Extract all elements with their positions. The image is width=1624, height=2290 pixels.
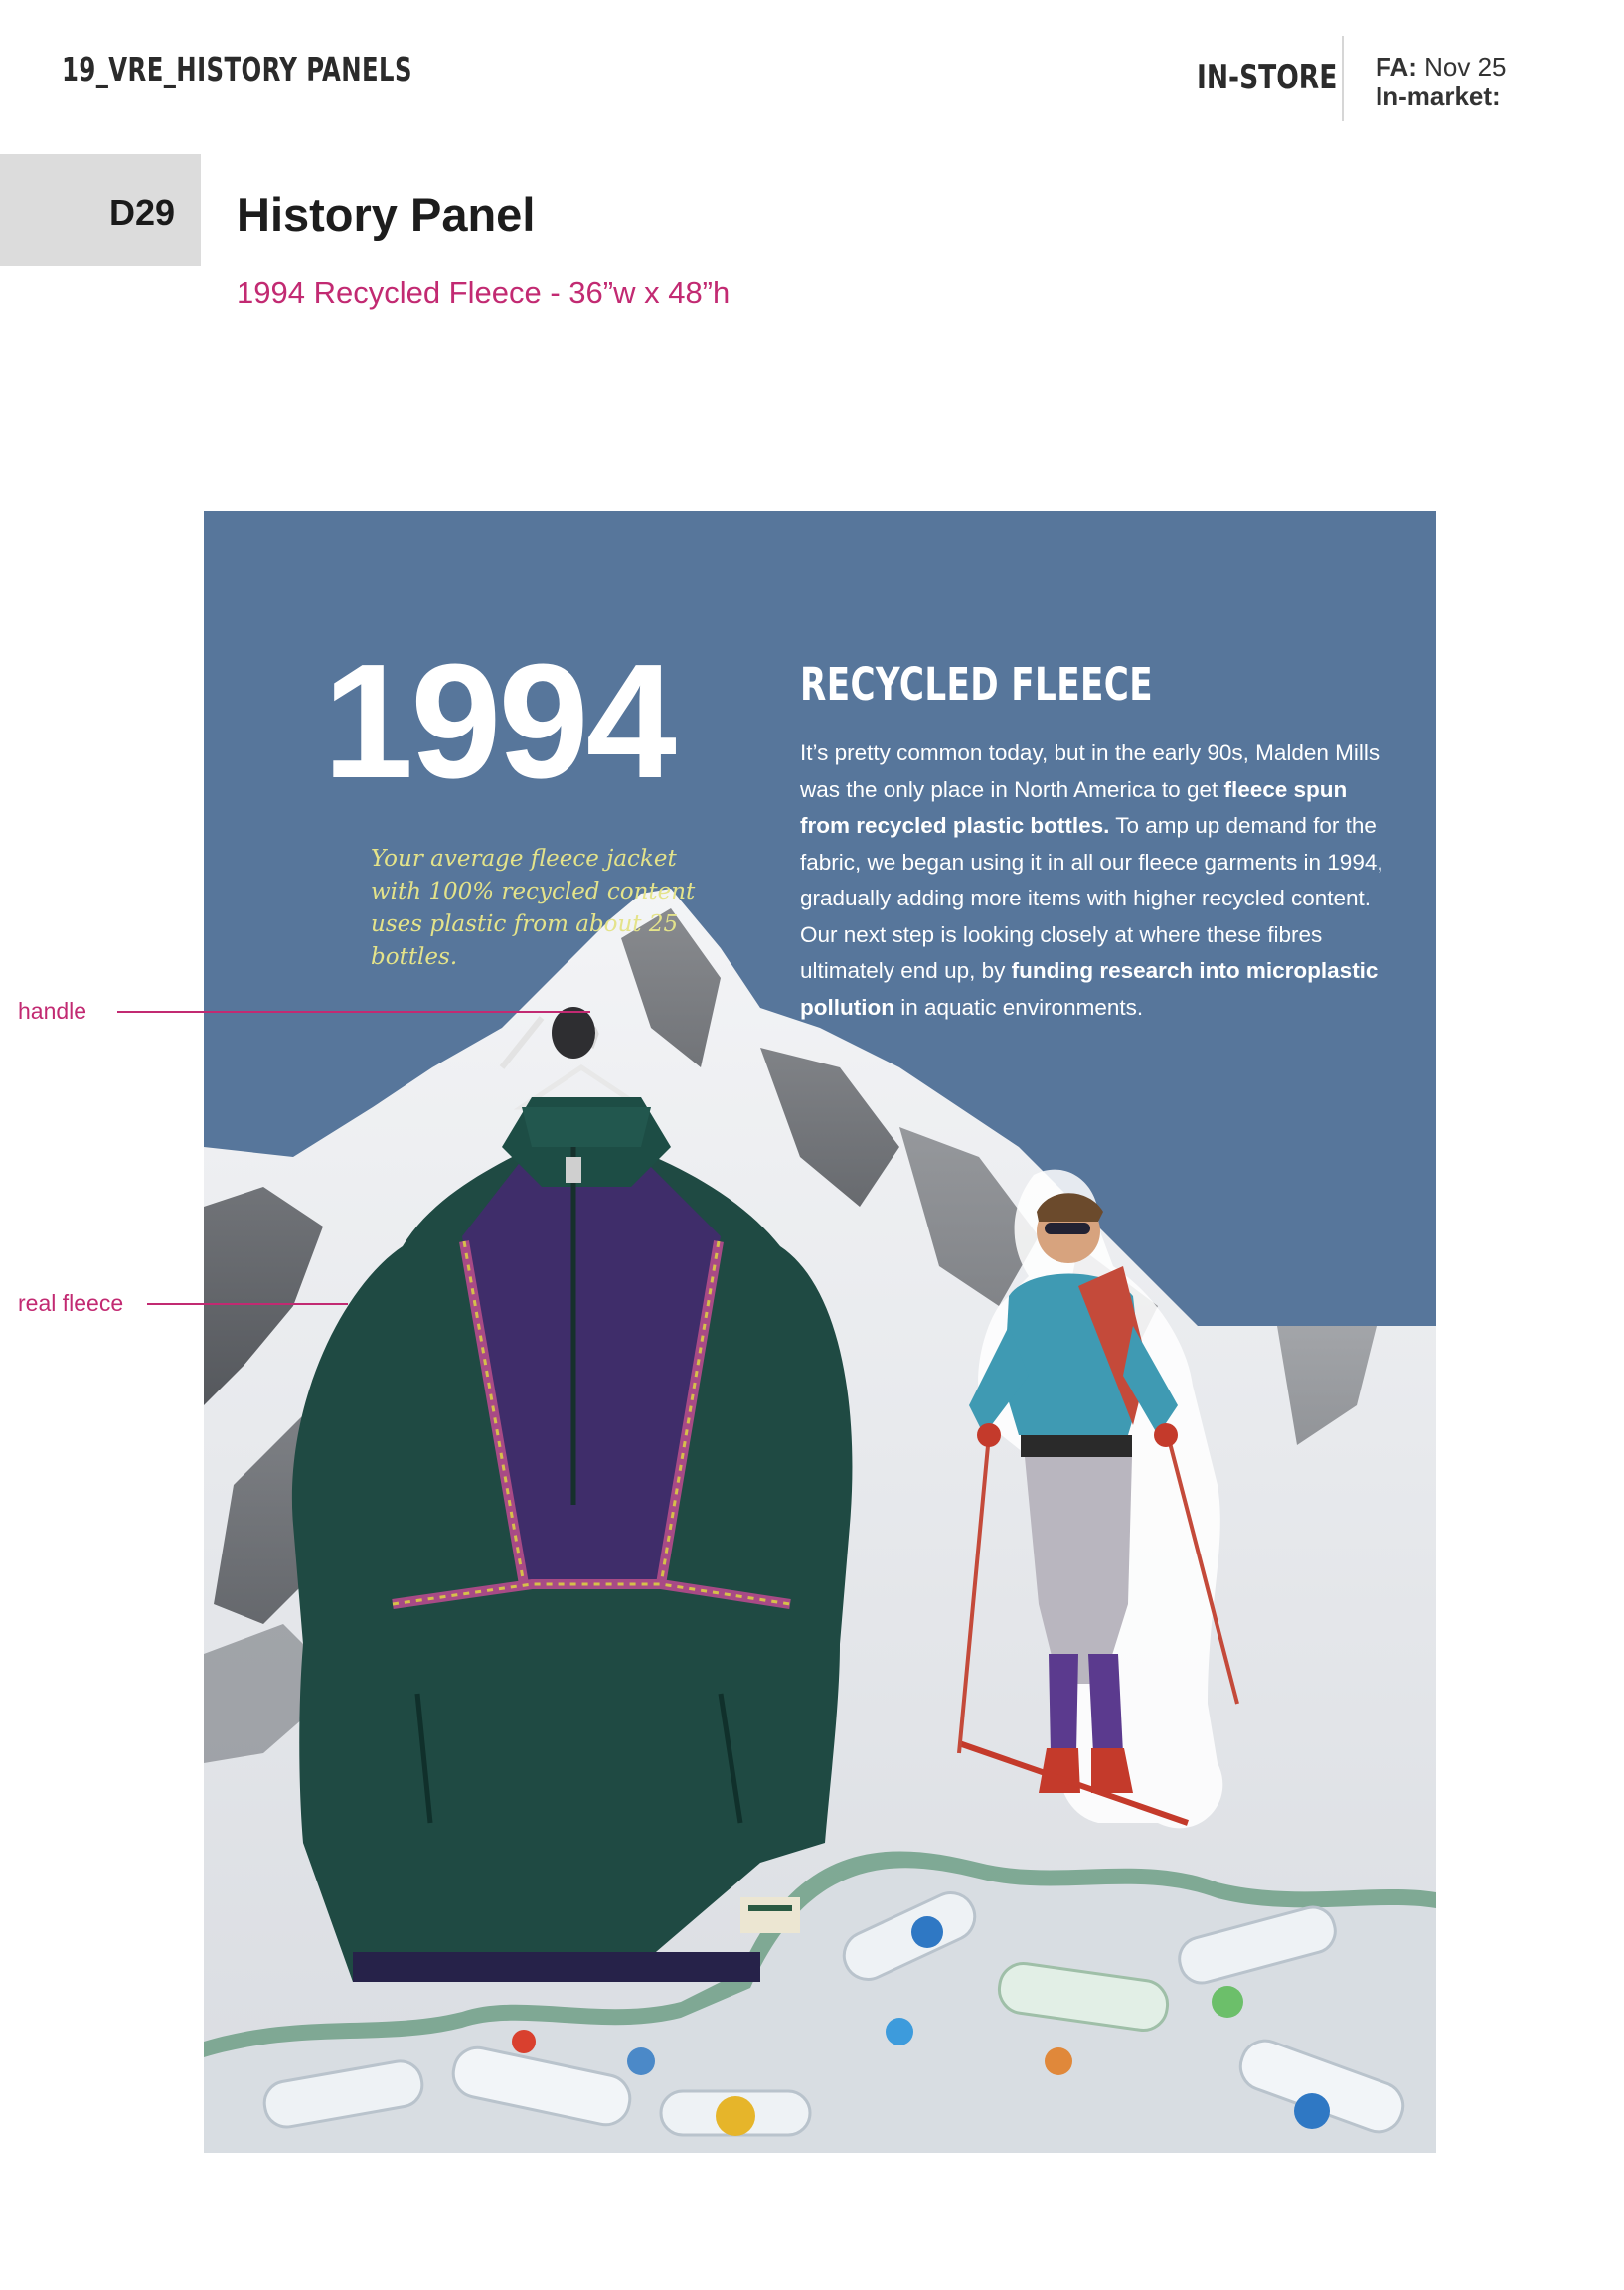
body-bold-2: funding research into microplastic pollution — [800, 958, 1379, 1020]
section-id-box — [0, 154, 201, 266]
panel-heading: RECYCLED FLEECE — [800, 658, 1153, 711]
panel-body-text — [800, 736, 1386, 1026]
annotation-real-fleece-line — [147, 1303, 348, 1305]
annotation-handle-label: handle — [18, 998, 87, 1024]
in-market-label: In-market: — [1376, 82, 1501, 111]
panel-year: 1994 — [323, 630, 674, 812]
body-text-1: It’s pretty common today, but in the early 90s, Malden Mills was the only place in North America to get — [800, 740, 1380, 802]
document-code: 19_VRE_HISTORY PANELS — [62, 50, 412, 88]
history-panel — [204, 511, 1436, 2153]
annotation-handle-line — [117, 1011, 590, 1013]
fa-label: FA: — [1376, 52, 1417, 82]
section-id: D29 — [108, 192, 175, 233]
handwritten-note: Your average fleece jacket with 100% recycled content uses plastic from about 25 bottles. — [371, 846, 696, 970]
header-divider — [1342, 36, 1344, 121]
body-bold-1: fleece spun from recycled plastic bottles. — [800, 776, 1348, 838]
body-text-3: in aquatic environments. — [893, 994, 1144, 1020]
fa-date — [1376, 52, 1507, 82]
page-subtitle: 1994 Recycled Fleece - 36”w x 48”h — [237, 275, 731, 310]
page-title: History Panel — [237, 188, 536, 241]
annotation-real-fleece-label: real fleece — [18, 1290, 124, 1316]
body-text-2: To amp up demand for the fabric, we began using it in all our fleece garments in 1994, gradually adding more items with higher recycled content. Our next step is looking closely at where these fibres ultimately end up, by — [800, 813, 1383, 983]
fa-value: Nov 25 — [1424, 52, 1507, 82]
channel-label: IN-STORE — [1197, 58, 1338, 97]
